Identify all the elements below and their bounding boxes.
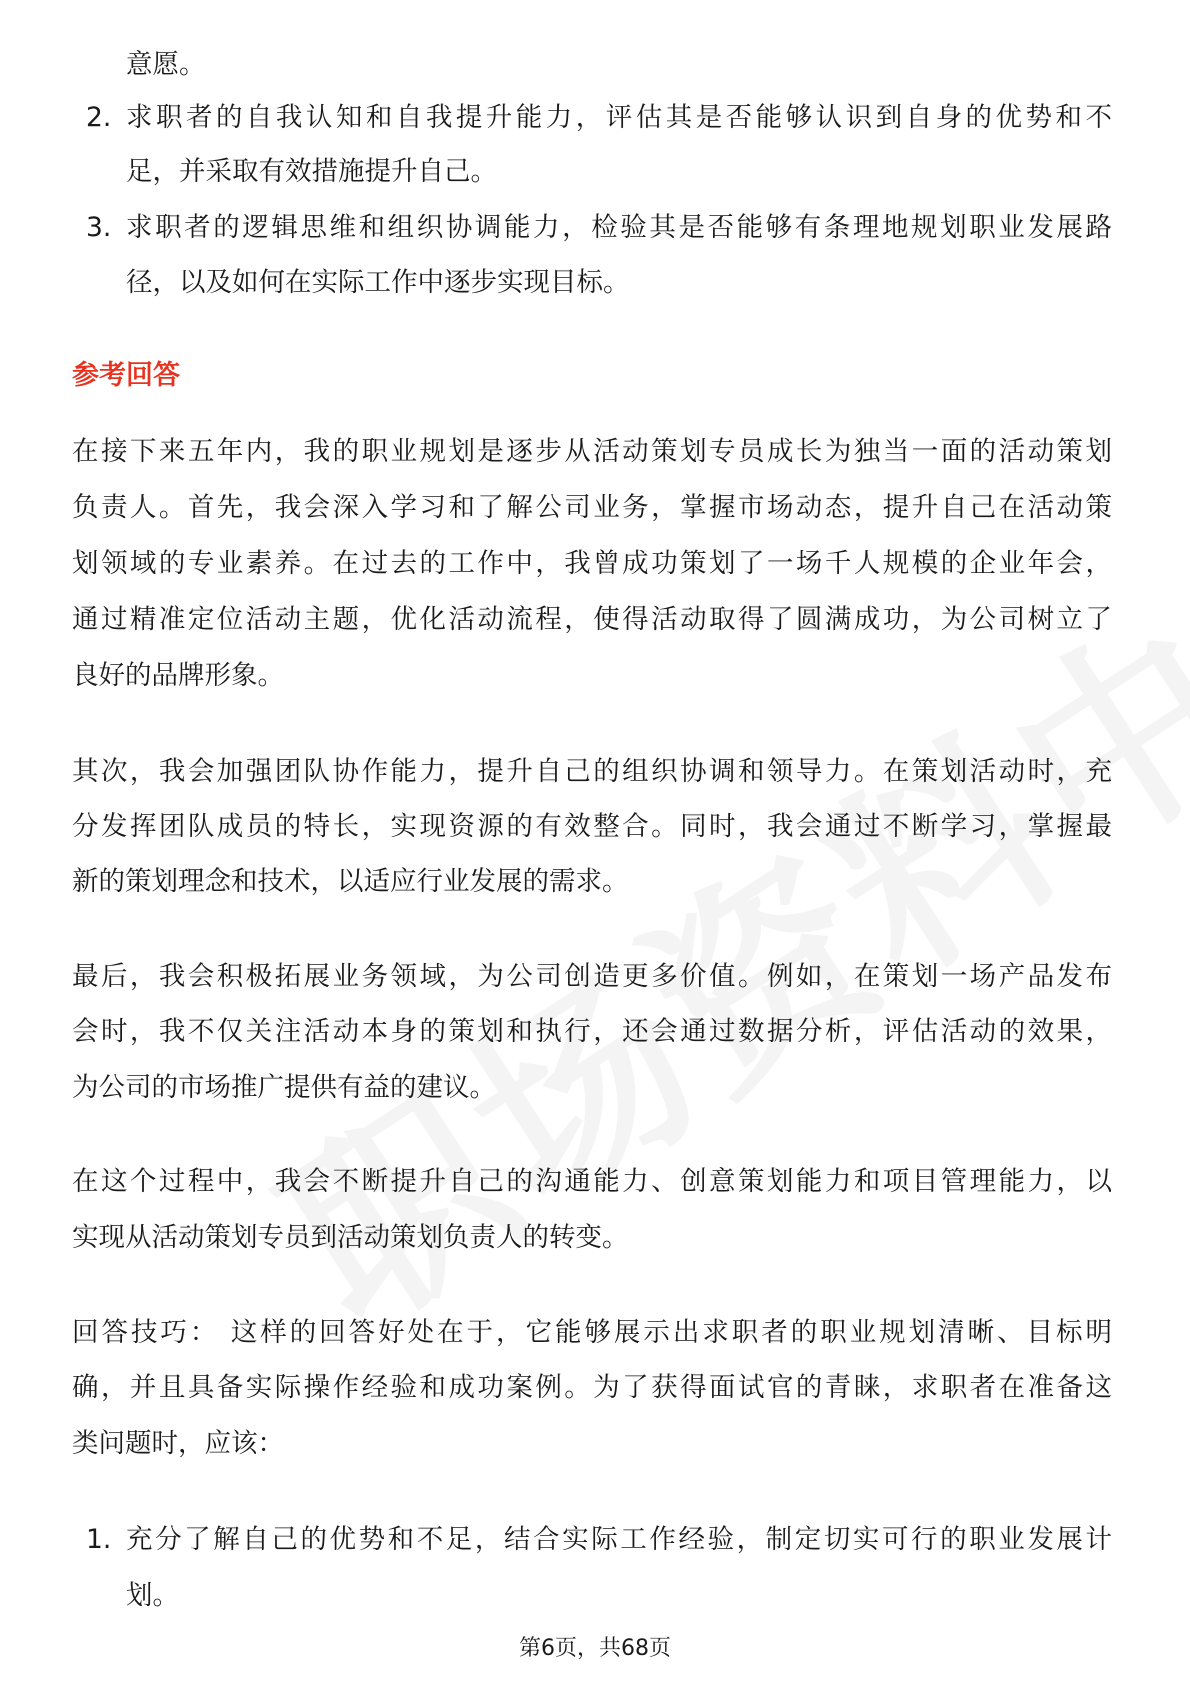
section-heading: 参考回答 xyxy=(72,360,180,391)
page-number: 第6页，共68页 xyxy=(519,1636,671,1661)
list-item-line: 求职者的逻辑思维和组织协调能力，检验其是否能够有条理地规划职业发展路 xyxy=(126,212,1112,243)
paragraph-line: 分发挥团队成员的特长，实现资源的有效整合。同时，我会通过不断学习，掌握最 xyxy=(72,811,1112,842)
paragraph-line: 通过精准定位活动主题，优化活动流程，使得活动取得了圆满成功，为公司树立了 xyxy=(72,604,1112,635)
paragraph-line: 良好的品牌形象。 xyxy=(72,660,284,691)
list-item-line: 充分了解自己的优势和不足，结合实际工作经验，制定切实可行的职业发展计 xyxy=(126,1524,1112,1555)
list-number: 1. xyxy=(86,1524,112,1555)
paragraph-line: 最后，我会积极拓展业务领域，为公司创造更多价值。例如，在策划一场产品发布 xyxy=(72,961,1112,992)
paragraph-line: 回答技巧： 这样的回答好处在于，它能够展示出求职者的职业规划清晰、目标明 xyxy=(72,1317,1112,1348)
paragraph-line: 在接下来五年内，我的职业规划是逐步从活动策划专员成长为独当一面的活动策划 xyxy=(72,436,1112,467)
list-item-line: 径，以及如何在实际工作中逐步实现目标。 xyxy=(126,267,630,298)
paragraph-line: 在这个过程中，我会不断提升自己的沟通能力、创意策划能力和项目管理能力，以 xyxy=(72,1166,1112,1197)
paragraph-line: 划领域的专业素养。在过去的工作中，我曾成功策划了一场千人规模的企业年会， xyxy=(72,548,1112,579)
paragraph-line: 确，并且具备实际操作经验和成功案例。为了获得面试官的青睐，求职者在准备这 xyxy=(72,1372,1112,1403)
paragraph-line: 新的策划理念和技术，以适应行业发展的需求。 xyxy=(72,866,629,897)
list-item-continuation: 意愿。 xyxy=(126,49,206,80)
paragraph-line: 类问题时，应该： xyxy=(72,1428,284,1459)
paragraph-line: 为公司的市场推广提供有益的建议。 xyxy=(72,1072,496,1103)
paragraph-line: 其次，我会加强团队协作能力，提升自己的组织协调和领导力。在策划活动时，充 xyxy=(72,756,1112,787)
list-item-line: 足，并采取有效措施提升自己。 xyxy=(126,156,497,187)
list-item-line: 划。 xyxy=(126,1580,179,1611)
list-number: 3. xyxy=(86,212,112,243)
list-number: 2. xyxy=(86,102,112,133)
list-item-line: 求职者的自我认知和自我提升能力，评估其是否能够认识到自身的优势和不 xyxy=(126,102,1112,133)
paragraph-line: 会时，我不仅关注活动本身的策划和执行，还会通过数据分析，评估活动的效果， xyxy=(72,1016,1112,1047)
paragraph-line: 负责人。首先，我会深入学习和了解公司业务，掌握市场动态，提升自己在活动策 xyxy=(72,492,1112,523)
paragraph-line: 实现从活动策划专员到活动策划负责人的转变。 xyxy=(72,1222,629,1253)
